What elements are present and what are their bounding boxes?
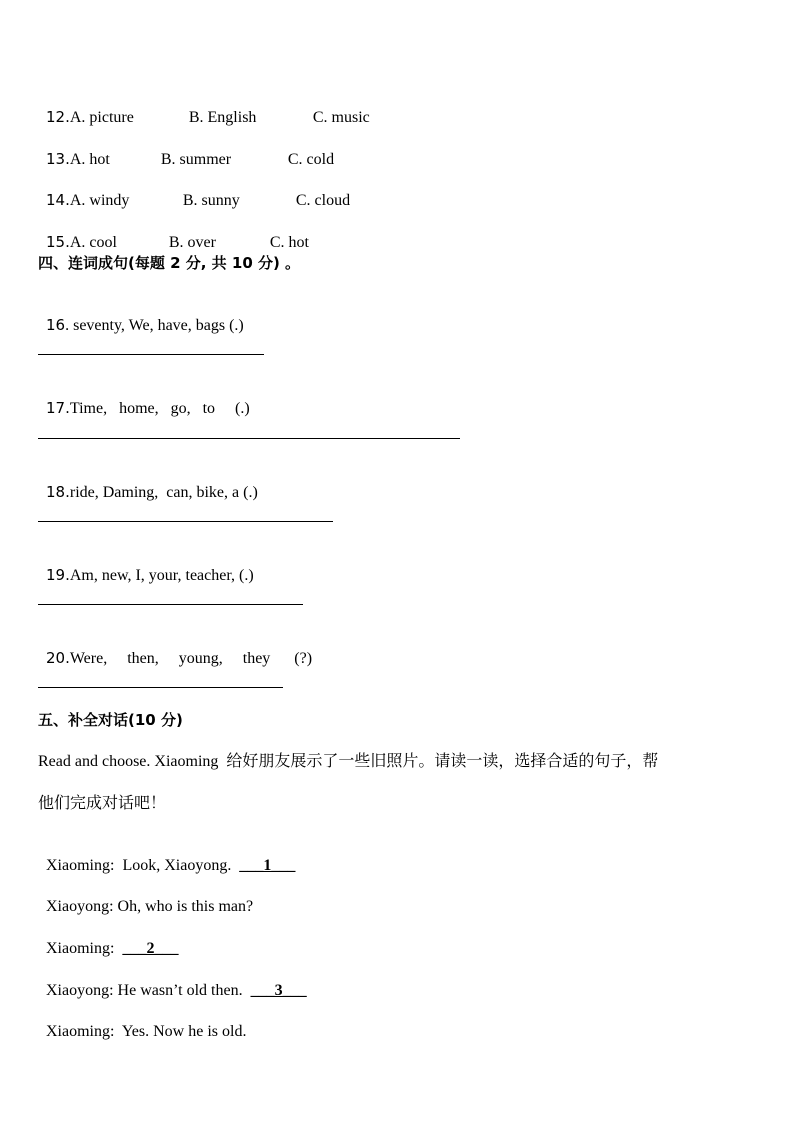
utterance: Yes. Now he is old. (114, 1023, 247, 1040)
blank-3[interactable]: ___3___ (250, 982, 307, 999)
speaker: Xiaoyong: (46, 898, 114, 915)
sentence-item-16 (38, 295, 244, 336)
option-a: A. picture (69, 109, 134, 126)
word-list: Were, then, young, they (?) (69, 650, 313, 667)
dialog-line-4 (38, 961, 307, 1001)
word-list: Am, new, I, your, teacher, (.) (69, 567, 254, 584)
dialog-line-3 (38, 919, 178, 959)
item-number: 15. (46, 233, 70, 251)
option-c: C. cold (287, 151, 335, 168)
sentence-item-20 (38, 628, 312, 669)
answer-line-16[interactable] (38, 354, 264, 355)
option-a: A. hot (69, 151, 110, 168)
mc-item-13 (38, 129, 334, 170)
utterance: Look, Xiaoyong. (114, 857, 240, 874)
dialog-line-1 (38, 836, 295, 876)
item-number: 18. (46, 483, 70, 501)
option-b: B. over (168, 234, 216, 251)
sentence-item-18 (38, 462, 258, 503)
instructions-line-1: Read and choose. Xiaoming 给好朋友展示了一些旧照片。请读一读，选择合适的句子，帮 (38, 753, 659, 770)
blank-2[interactable]: ___2___ (122, 940, 179, 957)
section-4-title: 四、连词成句(每题 2 分, 共 10 分) 。 (38, 254, 301, 272)
option-b: B. sunny (182, 192, 240, 209)
option-c: C. music (312, 109, 370, 126)
utterance: Oh, who is this man? (113, 898, 254, 915)
mc-item-15 (38, 212, 309, 253)
option-b: B. English (188, 109, 257, 126)
word-list: ride, Daming, can, bike, a (.) (69, 484, 258, 501)
instructions-line-2: 他们完成对话吧！ (38, 795, 167, 812)
answer-line-17[interactable] (38, 438, 460, 439)
mc-item-14 (38, 170, 350, 211)
option-c: C. cloud (295, 192, 351, 209)
section-5-title: 五、补全对话(10 分) (38, 711, 183, 729)
sentence-item-19 (38, 545, 254, 586)
item-number: 20. (46, 649, 70, 667)
answer-line-18[interactable] (38, 521, 333, 522)
item-number: 19. (46, 566, 70, 584)
item-number: 14. (46, 191, 70, 209)
option-b: B. summer (160, 151, 232, 168)
mc-item-12 (38, 87, 370, 128)
answer-line-20[interactable] (38, 687, 283, 688)
option-a: A. cool (69, 234, 117, 251)
sentence-item-17 (38, 378, 250, 419)
blank-1[interactable]: ___1___ (239, 857, 296, 874)
utterance: He wasn’t old then. (113, 982, 251, 999)
item-number: 12. (46, 108, 70, 126)
word-list: Time, home, go, to (.) (69, 400, 250, 417)
dialog-line-2 (38, 877, 253, 917)
dialog-line-5 (38, 1002, 246, 1042)
speaker: Xiaoming: (46, 1023, 115, 1040)
option-a: A. windy (69, 192, 130, 209)
answer-line-19[interactable] (38, 604, 303, 605)
speaker: Xiaoyong: (46, 982, 114, 999)
item-number: 13. (46, 150, 70, 168)
item-number: 16 (46, 316, 66, 334)
speaker: Xiaoming: (46, 857, 115, 874)
word-list: . seventy, We, have, bags (.) (65, 317, 244, 334)
option-c: C. hot (269, 234, 309, 251)
speaker: Xiaoming: (46, 940, 115, 957)
item-number: 17. (46, 399, 70, 417)
